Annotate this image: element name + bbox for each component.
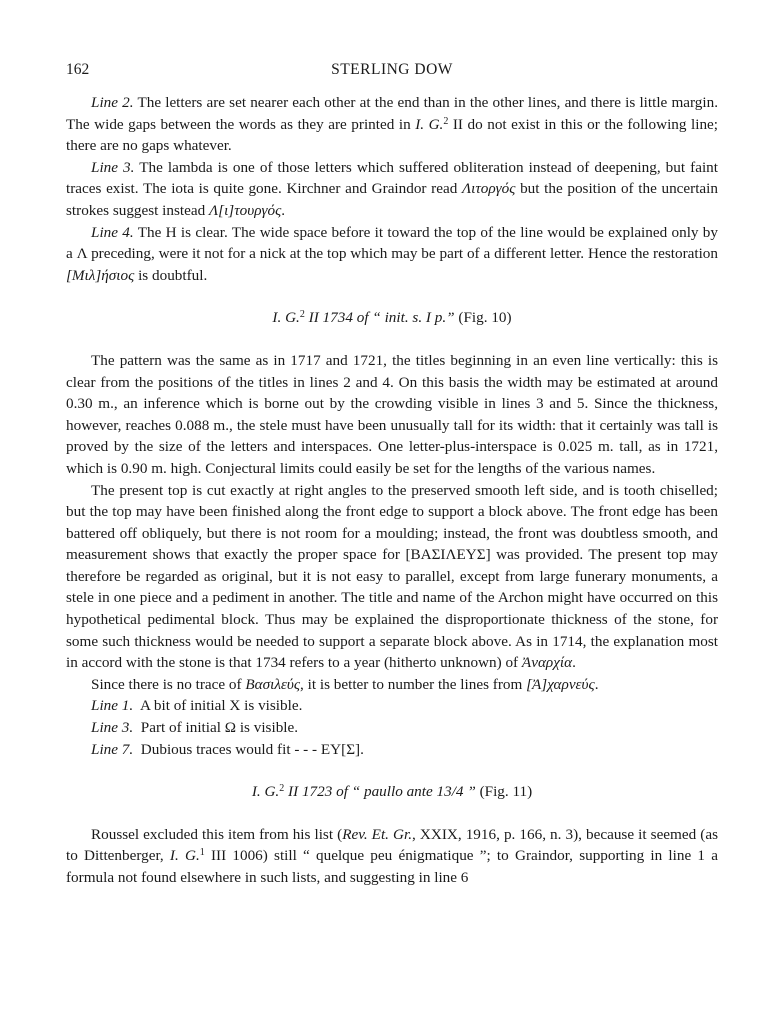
heading-figure-ref: (Fig. 11) [475, 783, 533, 801]
heading-superscript: 2 [299, 309, 305, 321]
line-note-text: Part of initial Ω is visible. [133, 719, 299, 737]
paragraph-text: The present top is cut exactly at right angles to the preserved smooth left side, and is tooth chiselled; but the top may have been finished along the front edge to support a block above. The front edge has been battered off obliquely, but there is not room for a moulding; instead, the front was doubtless smooth, and measurement shows that exactly the proper space for [ΒΑΣΙΛΕΥΣ] was provided. The present top may therefore be regarded as original, but it is not easy to parallel, except from large funerary monuments, a stele in one piece and a pediment in another. The title and name of the Archon might have occurred on this hypothetical pedimental block. Thus may be explained the disproportionate thickness of the stone, for some such thickness would be needed to support a separate block above. As in 1714, the explanation most in accord with the stone is that 1734 refers to a year (hitherto unknown) of [66, 481, 718, 672]
paragraph-pattern: The pattern was the same as in 1717 and 1721, the titles beginning in an even line vertically: this is clear from the positions of the titles in lines 2 and 4. On this basis the width may be estimated at around 0.30 m., an inference which is borne out by the crowding visible in lines 3 and 5. Since the thickness, however, reaches 0.088 m., the stele must have been unusually tall for its width: that it certainly was tall is proved by the size of the letters and interspaces. One letter-plus-interspace is 0.025 m. tall, as in 1721, which is 0.90 m. high. Conjectural limits could easily be set for the lengths of the various names. [66, 351, 718, 477]
paragraph-top [66, 480, 718, 674]
section-heading-1723 [66, 781, 718, 803]
paragraph-text: The Η is clear. The wide space before it toward the top of the line would be explained only by a Λ preceding, were it not for a nick at the top which may be part of a different letter. Hence the restoration [66, 223, 718, 263]
line-note-text: Dubious traces would fit - - - ΕΥ[Σ]. [133, 740, 364, 758]
paragraph-text: is doubtful. [134, 266, 208, 284]
paragraph-line-4 [66, 222, 718, 287]
greek-word: Ἀναρχία [521, 654, 573, 672]
running-head [66, 59, 718, 81]
paragraph-text: III 1006) still “ quelque peu énigmatique ”; to Graindor, supporting in line 1 a formula not found elsewhere in such lists, and suggesting in line 6 [66, 847, 718, 886]
citation: I. G. [415, 115, 444, 133]
line-label: Line 1. [91, 697, 134, 715]
heading-ref: I. G. [251, 783, 280, 801]
citation-superscript: 1 [199, 847, 205, 859]
line-note [66, 739, 718, 761]
greek-word: Βασιλεύς [245, 675, 301, 693]
citation: I. G. [169, 847, 200, 865]
paragraph-text: The lambda is one of those letters which suffered obliteration instead of deepening, but faint traces exist. The iota is quite gone. Kirchner and Graindor read [66, 158, 718, 198]
paragraph-roussel [66, 824, 718, 889]
paragraph-text: . [572, 654, 576, 672]
paragraph-text: . [281, 201, 286, 219]
heading-title: II 1723 of “ paullo ante 13/4 ” [284, 783, 476, 801]
line-label: Line 3. [91, 719, 134, 737]
line-note [66, 717, 718, 739]
paragraph-line-2 [66, 92, 718, 157]
paragraph-text: . [594, 675, 599, 693]
paragraph-text: , it is better to number the lines from [300, 675, 527, 693]
line-label: Line 2. [91, 94, 134, 111]
line-label: Line 7. [91, 740, 134, 758]
paragraph-text: but the position of the uncertain strokes suggest instead [66, 180, 718, 219]
heading-ref: I. G. [272, 309, 300, 327]
paragraph-text: , XXIX, 1916, p. 166, n. 3), because it seemed (as to Dittenberger, [66, 825, 718, 865]
body-text [66, 92, 718, 889]
page-number: 162 [66, 61, 90, 78]
heading-superscript: 2 [279, 783, 285, 795]
greek-word: Λιτοργός [461, 180, 516, 198]
paragraph-numbering [66, 674, 718, 696]
greek-word: Λ[ι]τουργός [209, 201, 282, 219]
heading-title: II 1734 of “ init. s. I p.” [304, 309, 455, 327]
section-heading-1734 [66, 307, 718, 329]
paragraph-text: Since there is no trace of [91, 675, 246, 693]
paragraph-line-3 [66, 157, 718, 222]
greek-word: [Μιλ]ήσιος [66, 266, 135, 284]
paragraph-text: II do not exist in this or the following line; there are no gaps whatever. [66, 115, 718, 155]
citation: Rev. Et. Gr. [342, 825, 413, 843]
line-note-text: A bit of initial X is visible. [133, 697, 303, 715]
line-note [66, 695, 718, 717]
line-label: Line 3. [91, 158, 135, 176]
greek-word: [Ἀ]χαρνεύς [526, 675, 595, 693]
running-head-author: STERLING DOW [331, 61, 453, 78]
paragraph-text: The letters are set nearer each other at the end than in the other lines, and there is little margin. The wide gaps between the words as they are printed in [66, 94, 718, 133]
citation-superscript: 2 [443, 115, 449, 127]
heading-figure-ref: (Fig. 10) [454, 309, 512, 327]
line-label: Line 4. [91, 223, 134, 241]
paragraph-text: Roussel excluded this item from his list ( [91, 825, 343, 843]
